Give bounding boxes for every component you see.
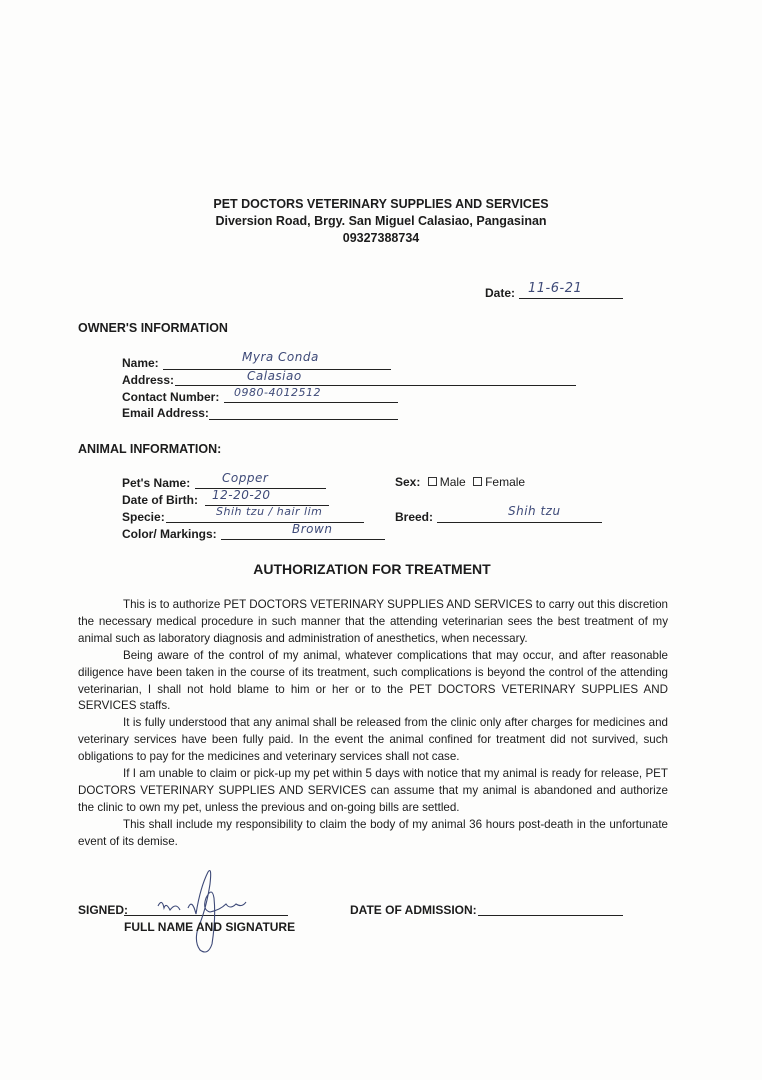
specie-label: Specie: bbox=[122, 510, 165, 524]
color-value[interactable]: Brown bbox=[292, 522, 333, 536]
signed-label: SIGNED: bbox=[78, 903, 129, 917]
animal-info-heading: ANIMAL INFORMATION: bbox=[78, 442, 222, 456]
color-label: Color/ Markings: bbox=[122, 527, 217, 541]
specie-value[interactable]: Shih tzu / hair lim bbox=[216, 505, 323, 518]
breed-label: Breed: bbox=[395, 510, 434, 524]
pet-name-value[interactable]: Copper bbox=[222, 471, 269, 485]
clinic-header bbox=[0, 196, 762, 247]
owner-email-label: Email Address: bbox=[122, 406, 209, 420]
sex-female-checkbox[interactable] bbox=[473, 477, 482, 486]
owner-contact-value[interactable]: 0980-4012512 bbox=[234, 386, 321, 399]
authorization-paragraph: Being aware of the control of my animal, whatever complications that may occur, and after reasonable diligence have been taken in the course of its treatment, such complications is beyond the control of the attending veterinarian, I shall not hold blame to him or her or to the PET DOCTORS VETERINARY SUPPLIES AND SERVICES staffs. bbox=[78, 648, 668, 713]
owner-address-value[interactable]: Calasiao bbox=[247, 369, 302, 383]
sex-field bbox=[395, 475, 525, 489]
sex-male-label: Male bbox=[439, 475, 466, 489]
authorization-paragraph: This is to authorize PET DOCTORS VETERINARY SUPPLIES AND SERVICES to carry out this discretion the necessary medical procedure in such manner that the attending veterinarian sees the best treatment of my animal such as laboratory diagnosis and administration of anesthetics, when necessary. bbox=[78, 598, 668, 645]
color-line bbox=[221, 539, 385, 540]
handwritten-signature bbox=[150, 858, 260, 958]
specie-line bbox=[166, 522, 364, 523]
owner-address-label: Address: bbox=[122, 373, 175, 387]
authorization-title: AUTHORIZATION FOR TREATMENT bbox=[253, 561, 491, 577]
dob-value[interactable]: 12-20-20 bbox=[212, 488, 271, 502]
owner-name-label: Name: bbox=[122, 356, 159, 370]
full-name-signature-label: FULL NAME AND SIGNATURE bbox=[124, 920, 296, 934]
clinic-address: Diversion Road, Brgy. San Miguel Calasiao, Pangasinan bbox=[215, 214, 547, 228]
date-of-admission-line bbox=[478, 915, 623, 916]
owner-contact-line bbox=[224, 402, 398, 403]
breed-value[interactable]: Shih tzu bbox=[508, 504, 561, 518]
owner-email-line bbox=[209, 419, 398, 420]
clinic-phone: 09327388734 bbox=[342, 231, 420, 245]
breed-line bbox=[437, 522, 602, 523]
sex-female-label: Female bbox=[485, 475, 526, 489]
owner-contact-label: Contact Number: bbox=[122, 390, 220, 404]
date-label: Date: bbox=[485, 286, 516, 300]
dob-label: Date of Birth: bbox=[122, 493, 198, 507]
date-line bbox=[519, 298, 623, 299]
owner-info-heading: OWNER'S INFORMATION bbox=[78, 321, 228, 335]
pet-name-label: Pet's Name: bbox=[122, 476, 191, 490]
sex-male-checkbox[interactable] bbox=[428, 477, 437, 486]
date-of-admission-label: DATE OF ADMISSION: bbox=[350, 903, 477, 917]
clinic-name: PET DOCTORS VETERINARY SUPPLIES AND SERVICES bbox=[213, 197, 549, 211]
authorization-paragraph: This shall include my responsibility to claim the body of my animal 36 hours post-death in the unfortunate event of its demise. bbox=[78, 817, 668, 848]
authorization-paragraph: It is fully understood that any animal shall be released from the clinic only after charges for medicines and veterinary services have been fully paid. In the event the animal confined for treatment did not survived, such obligations to pay for the medicines and veterinary services shall not case. bbox=[78, 716, 668, 764]
authorization-paragraph: If I am unable to claim or pick-up my pet within 5 days with notice that my animal is ready for release, PET DOCTORS VETERINARY SUPPLIES AND SERVICES can assume that my animal is abandoned and authorize the clinic to own my pet, unless the previous and on-going bills are settled. bbox=[78, 767, 668, 814]
authorization-text bbox=[78, 597, 668, 851]
owner-name-value[interactable]: Myra Conda bbox=[242, 350, 319, 364]
date-value[interactable]: 11-6-21 bbox=[528, 281, 583, 296]
sex-label: Sex: bbox=[395, 475, 421, 489]
